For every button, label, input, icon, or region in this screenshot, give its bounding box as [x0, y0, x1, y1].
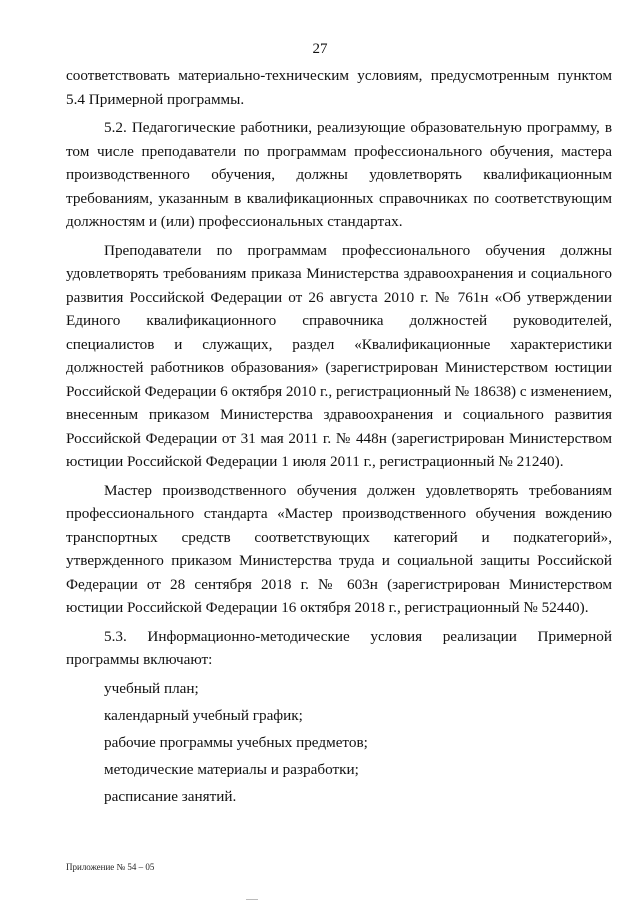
page-number: 27 [312, 41, 328, 57]
list-item: учебный план; [104, 679, 199, 697]
paragraph-masters: Мастер производственного обучения должен удовлетворять требованиям профессионального стандарта «Мастер производственного обучения вождению транспортных средств соответствующих категорий и подкатегорий», утвержденного приказом Министерства труда и социальной защиты Российской Федерации от 28 сентября 2018 г. № 603н (зарегистрирован Министерством юстиции Российской Федерации 16 октября 2018 г., регистрационный № 52440). [66, 481, 612, 616]
paragraph-continuation: соответствовать материально-техническим условиям, предусмотренным пунктом 5.4 Примерной программы. [66, 67, 612, 108]
document-body [66, 64, 612, 812]
scan-artifact [246, 899, 258, 900]
list-item: методические материалы и разработки; [104, 760, 359, 778]
paragraph-5-2: 5.2. Педагогические работники, реализующие образовательную программу, в том числе преподаватели по программам профессионального обучения, мастера производственного обучения, должны удовлетворять квалификационным требованиям, указанным в квалификационных справочниках по соответствующим должностям и (или) профессиональных стандартах. [66, 119, 612, 230]
footer-note: Приложение № 54 – 05 [66, 862, 155, 872]
paragraph-5-3: 5.3. Информационно-методические условия реализации Примерной программы включают: [66, 627, 612, 668]
paragraph-teachers: Преподаватели по программам профессионального обучения должны удовлетворять требованиям приказа Министерства здравоохранения и социального развития Российской Федерации от 26 августа 2010 г. № 761н «Об утверждении Единого квалификационного справочника должностей руководителей, специалистов и служащих, раздел «Квалификационные характеристики должностей работников образования» (зарегистрирован Министерством юстиции Российской Федерации 6 октября 2010 г., регистрационный № 18638) с изменением, внесенным приказом Министерства здравоохранения и социального развития Российской Федерации от 31 мая 2011 г. № 448н (зарегистрирован Министерством юстиции Российской Федерации 1 июля 2011 г., регистрационный № 21240). [66, 241, 612, 470]
list-item: расписание занятий. [104, 787, 237, 805]
list-item: календарный учебный график; [104, 706, 303, 724]
list-item: рабочие программы учебных предметов; [104, 733, 368, 751]
